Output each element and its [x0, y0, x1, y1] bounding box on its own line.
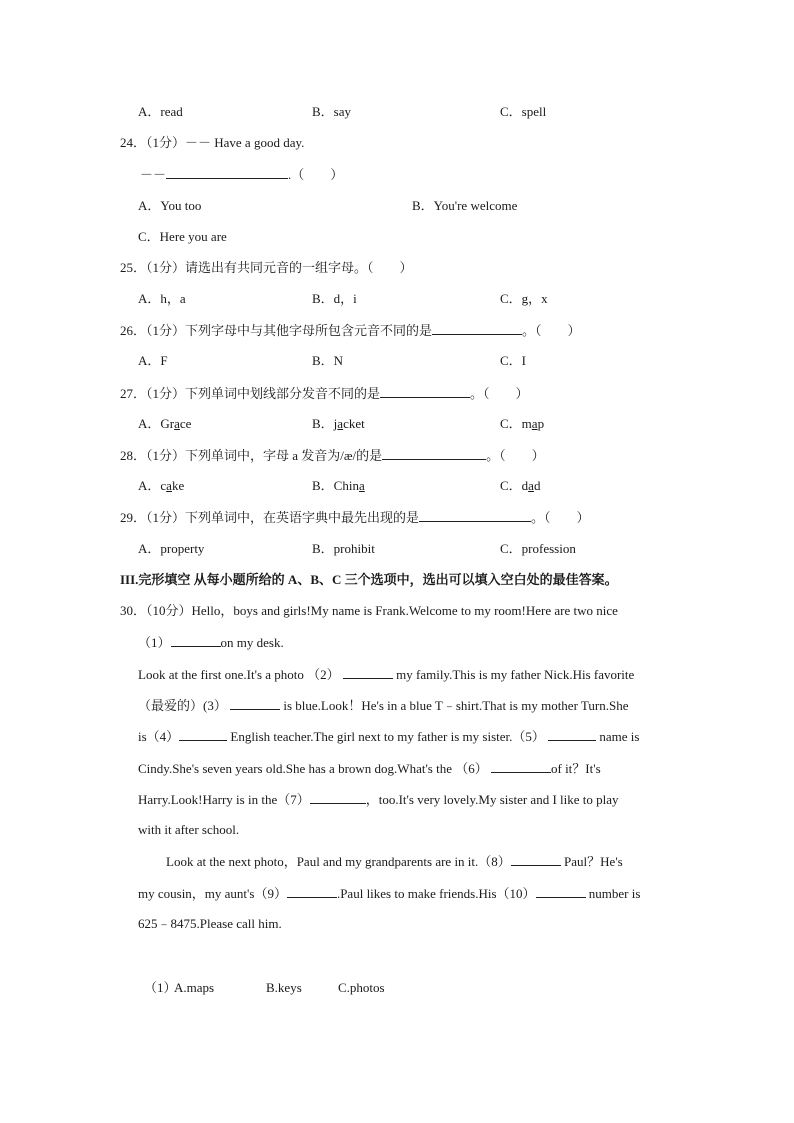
- q25-option-a: A．h，a: [138, 291, 186, 306]
- q28-option-c: C．dad: [500, 478, 541, 493]
- q26-option-b: B．N: [312, 353, 344, 368]
- q28-option-b: B．China: [312, 478, 365, 493]
- q30-stem: 30．（10分）Hello，boys and girls!My name is Frank.Welcome to my room!Here are two nice: [120, 603, 618, 618]
- answer-blank: [179, 728, 227, 741]
- q25-option-c: C．g，x: [500, 291, 548, 306]
- q24-answer-line: －－ .（ ）: [140, 167, 344, 182]
- q28-option-a: A．cake: [138, 478, 185, 493]
- q27-option-a: A．Grace: [138, 416, 192, 431]
- q30-line: my cousin，my aunt's（9） .Paul likes to make friends.His（10） number is: [138, 886, 641, 901]
- answer-blank: [343, 666, 393, 679]
- q25-stem: 25．（1分）请选出有共同元音的一组字母。（ ）: [120, 260, 413, 275]
- answer-blank: [166, 166, 288, 179]
- q30-sub1-option-c: C.photos: [338, 980, 385, 995]
- q24-option-b: B．You're welcome: [412, 198, 518, 213]
- section-heading: III.完形填空 从每小题所给的 A、B、C 三个选项中，选出可以填入空白处的最佳答案。: [120, 572, 618, 587]
- q27-option-b: B．jacket: [312, 416, 365, 431]
- q26-stem: 26．（1分）下列字母中与其他字母所包含元音不同的是 。（ ）: [120, 323, 581, 338]
- answer-blank: [382, 447, 486, 460]
- answer-blank: [511, 853, 561, 866]
- answer-blank: [230, 697, 280, 710]
- q30-line: Cindy.She's seven years old.She has a brown dog.What's the （6） of it？It's: [138, 761, 601, 776]
- q30-line: Look at the next photo，Paul and my grandparents are in it.（8） Paul？He's: [166, 854, 623, 869]
- q30-line: with it after school.: [138, 822, 240, 837]
- answer-blank: [380, 385, 470, 398]
- q25-option-b: B．d，i: [312, 291, 357, 306]
- q30-sub1-option-a: A.maps: [174, 980, 215, 995]
- q29-option-c: C．profession: [500, 541, 576, 556]
- q24-stem: 24．（1分）－－ Have a good day.: [120, 135, 305, 150]
- answer-blank: [171, 634, 221, 647]
- q23-option-a: A．read: [138, 104, 183, 119]
- answer-blank: [432, 322, 522, 335]
- q30-line: Look at the first one.It's a photo （2） my family.This is my father Nick.His favorite: [138, 667, 635, 682]
- q27-option-c: C．map: [500, 416, 545, 431]
- q23-option-b: B．say: [312, 104, 352, 119]
- answer-blank: [548, 728, 596, 741]
- q30-sub1-number: （1）: [144, 980, 177, 995]
- q23-option-c: C．spell: [500, 104, 547, 119]
- q26-option-a: A．F: [138, 353, 168, 368]
- answer-blank: [310, 791, 366, 804]
- q24-option-c: C．Here you are: [138, 229, 227, 244]
- q30-line: is（4） English teacher.The girl next to my father is my sister.（5） name is: [138, 729, 640, 744]
- q30-line: （1） on my desk.: [138, 635, 284, 650]
- q29-option-b: B．prohibit: [312, 541, 375, 556]
- q30-line: （最爱的）(3） is blue.Look！He's in a blue T﹣shirt.That is my mother Turn.She: [138, 698, 629, 713]
- q28-stem: 28．（1分）下列单词中，字母 a 发音为/æ/的是 。（ ）: [120, 448, 545, 463]
- q24-option-a: A．You too: [138, 198, 202, 213]
- q30-line: 625﹣8475.Please call him.: [138, 916, 282, 931]
- q29-stem: 29．（1分）下列单词中，在英语字典中最先出现的是 。（ ）: [120, 510, 590, 525]
- q30-sub1-option-b: B.keys: [266, 980, 302, 995]
- answer-blank: [536, 885, 586, 898]
- q26-option-c: C．I: [500, 353, 527, 368]
- q30-line: Harry.Look!Harry is in the（7） ，too.It's very lovely.My sister and I like to play: [138, 792, 619, 807]
- q27-stem: 27．（1分）下列单词中划线部分发音不同的是 。（ ）: [120, 386, 529, 401]
- q29-option-a: A．property: [138, 541, 205, 556]
- answer-blank: [419, 509, 531, 522]
- answer-blank: [287, 885, 337, 898]
- answer-blank: [491, 760, 551, 773]
